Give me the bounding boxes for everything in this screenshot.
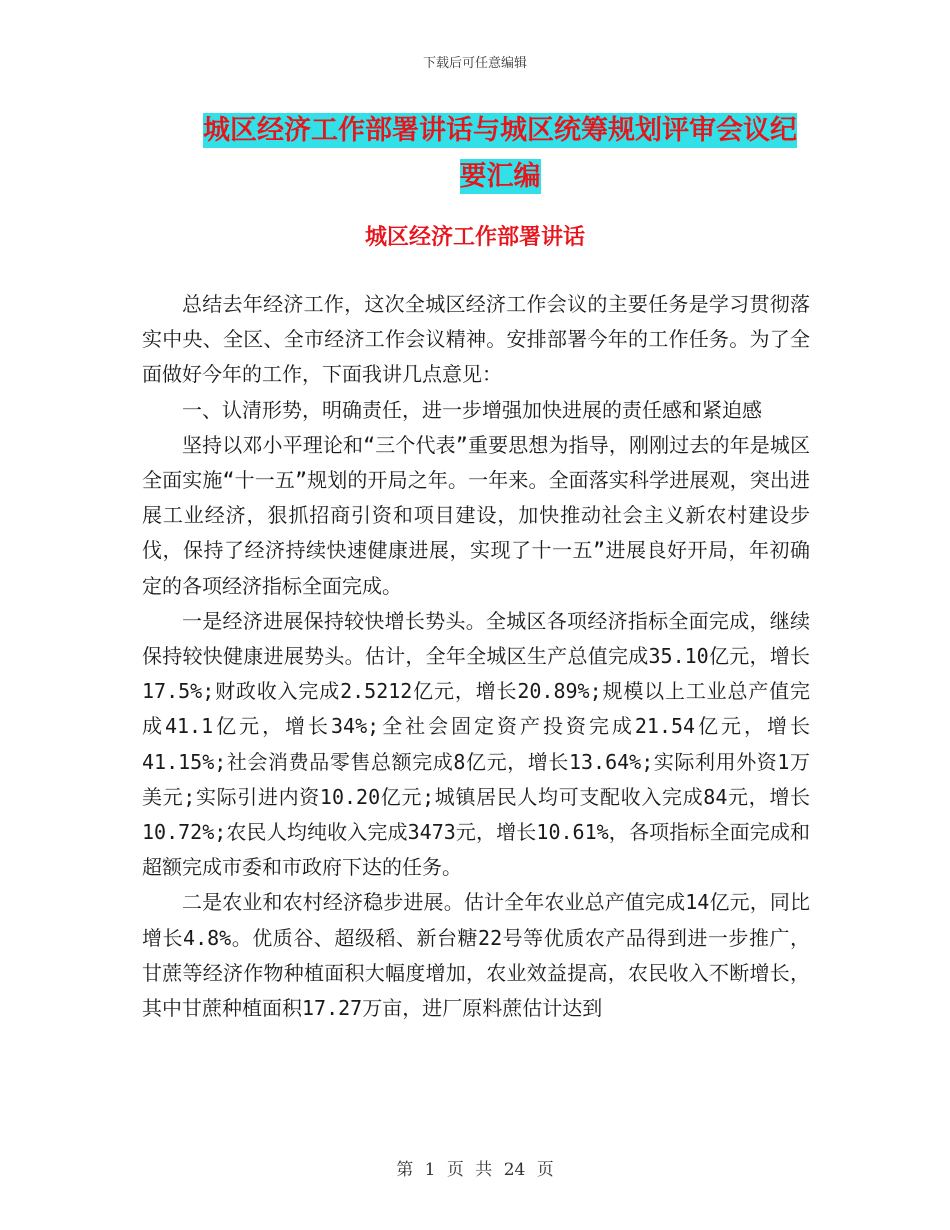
paragraph: 总结去年经济工作，这次全城区经济工作会议的主要任务是学习贯彻落实中央、全区、全市经济工作会议精神。安排部署今年的工作任务。为了全面做好今年的工作，下面我讲几点意见： [142,292,810,387]
paragraph: 一是经济进展保持较快增长势头。全城区各项经济指标全面完成，继续保持较快健康进展势头。估计，全年全城区生产总值完成35.10亿元，增长17.5%;财政收入完成2.5212亿元，增长20.89%;规模以上工业总产值完成41.1亿元，增长34%;全社会固定资产投资完成21.54亿元，增长41.15%;社会消费品零售总额完成8亿元，增长13.64%;实际利用外资1万美元;实际引进内资10.20亿元;城镇居民人均可支配收入完成84元，增长10.72%;农民人均纯收入完成3473元，增长10.61%，各项指标全面完成和超额完成市委和市政府下达的任务。 [142,608,810,880]
section-title: 城区经济工作部署讲话 [364,224,585,250]
paragraph: 二是农业和农村经济稳步进展。估计全年农业总产值完成14亿元，同比增长4.8%。优质谷、超级稻、新台糖22号等优质农产品得到进一步推广，甘蔗等经济作物种植面积大幅度增加，农业效益提高，农民收入不断增长，其中甘蔗种植面积17.27万亩，进厂原料蔗估计达到 [142,890,810,1021]
paragraph: 坚持以邓小平理论和“三个代表”重要思想为指导，刚刚过去的年是城区全面实施“十一五”规划的开局之年。一年来。全面落实科学进展观，突出进展工业经济，狠抓招商引资和项目建设，加快推动社会主义新农村建设步伐，保持了经济持续快速健康进展，实现了十一五”进展良好开局，年初确定的各项经济指标全面完成。 [142,432,810,598]
document-title [190,108,810,200]
paragraph: 一、认清形势，明确责任，进一步增强加快进展的责任感和紧迫感 [182,397,762,422]
body-text [142,287,810,1026]
page-footer: 第 1 页 共 24 页 [396,1160,554,1180]
header-note: 下载后可任意编辑 [422,56,527,71]
document-title-text: 城区经济工作部署讲话与城区统筹规划评审会议纪要汇编 [203,115,797,192]
